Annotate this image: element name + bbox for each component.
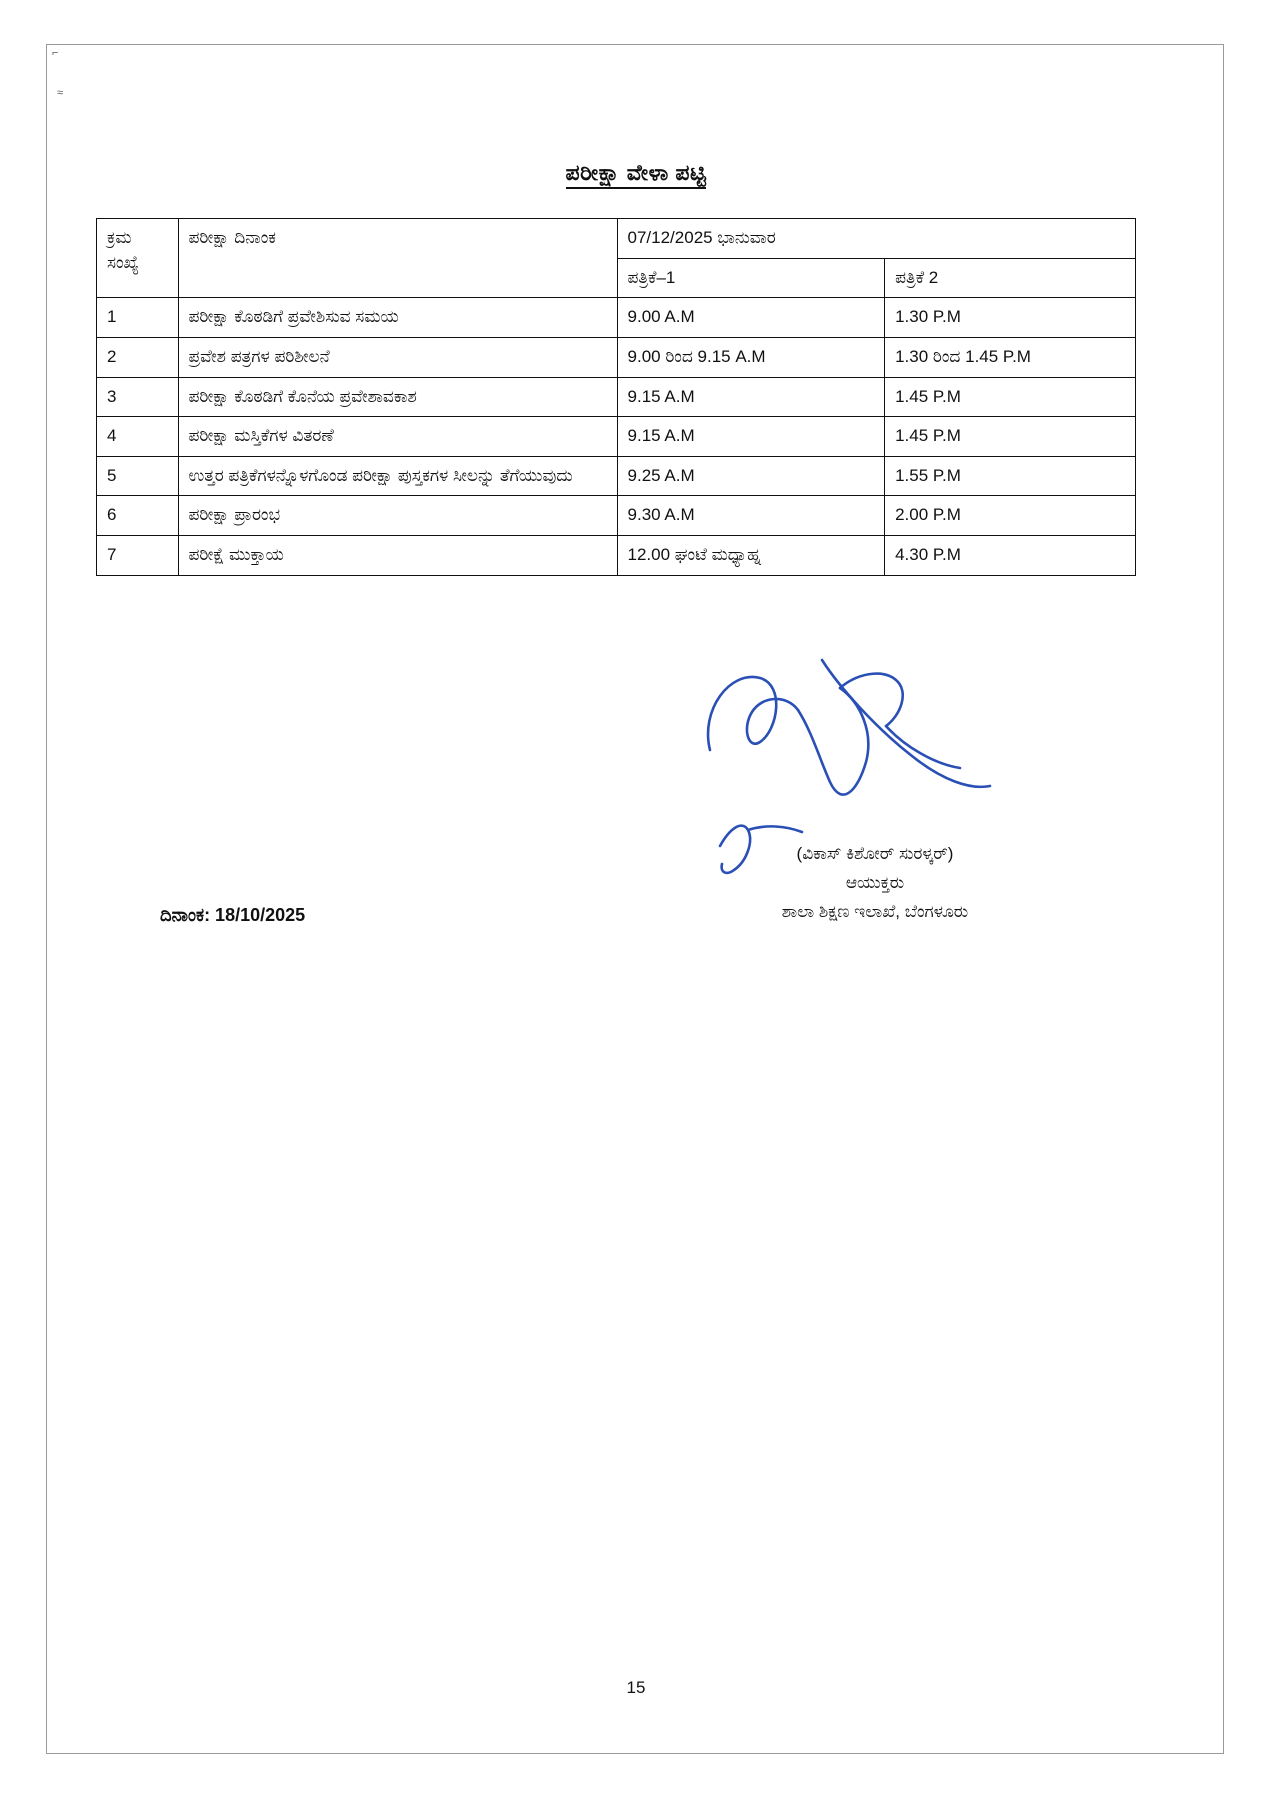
row-paper2-time: 1.30 ರಿಂದ 1.45 P.M xyxy=(885,337,1136,377)
row-description: ಪರೀಕ್ಷಾ ಪ್ರಾರಂಭ xyxy=(178,496,617,536)
row-sl-no: 3 xyxy=(97,377,179,417)
header-paper-2: ಪತ್ರಿಕೆ 2 xyxy=(885,258,1136,298)
table-header-row-1 xyxy=(97,219,1136,259)
table-row xyxy=(97,496,1136,536)
row-paper2-time: 4.30 P.M xyxy=(885,536,1136,576)
row-paper1-time: 9.30 A.M xyxy=(617,496,885,536)
row-description: ಪರೀಕ್ಷಾ ಮಸ್ತಿಕೆಗಳ ವಿತರಣೆ xyxy=(178,417,617,457)
row-paper2-time: 2.00 P.M xyxy=(885,496,1136,536)
row-description: ಉತ್ತರ ಪತ್ರಿಕೆಗಳನ್ನೊಳಗೊಂಡ ಪರೀಕ್ಷಾ ಪುಸ್ತಕಗಳ ಸೀಲನ್ನು ತೆಗೆಯುವುದು xyxy=(178,456,617,496)
signatory-name: (ವಿಕಾಸ್ ಕಿಶೋರ್ ಸುರಳ್ಕರ್) xyxy=(796,844,954,863)
row-sl-no: 4 xyxy=(97,417,179,457)
row-paper1-time: 9.15 A.M xyxy=(617,377,885,417)
page-title xyxy=(0,160,1272,186)
row-sl-no: 5 xyxy=(97,456,179,496)
header-sl-no-line2: ಸಂಖ್ಯೆ xyxy=(107,252,139,272)
row-paper2-time: 1.30 P.M xyxy=(885,298,1136,338)
scan-corner-mark-left: ≈ xyxy=(57,87,64,99)
row-description: ಪ್ರವೇಶ ಪತ್ರಗಳ ಪರಿಶೀಲನೆ xyxy=(178,337,617,377)
row-paper1-time: 9.00 A.M xyxy=(617,298,885,338)
row-paper2-time: 1.55 P.M xyxy=(885,456,1136,496)
header-exam-date: 07/12/2025 ಭಾನುವಾರ xyxy=(617,219,1135,259)
row-paper1-time: 9.15 A.M xyxy=(617,417,885,457)
row-sl-no: 6 xyxy=(97,496,179,536)
row-paper2-time: 1.45 P.M xyxy=(885,377,1136,417)
row-description: ಪರೀಕ್ಷಾ ಕೊಠಡಿಗೆ ಕೊನೆಯ ಪ್ರವೇಶಾವಕಾಶ xyxy=(178,377,617,417)
signatory-office: ಶಾಲಾ ಶಿಕ್ಷಣ ಇಲಾಖೆ, ಬೆಂಗಳೂರು xyxy=(781,901,969,921)
header-paper-1: ಪತ್ರಿಕೆ–1 xyxy=(617,258,885,298)
table-row xyxy=(97,377,1136,417)
table-row xyxy=(97,417,1136,457)
header-sl-no-line1: ಕ್ರಮ xyxy=(107,228,132,247)
row-description: ಪರೀಕ್ಷೆ ಮುಕ್ತಾಯ xyxy=(178,536,617,576)
row-description: ಪರೀಕ್ಷಾ ಕೊಠಡಿಗೆ ಪ್ರವೇಶಿಸುವ ಸಮಯ xyxy=(178,298,617,338)
row-paper1-time: 9.25 A.M xyxy=(617,456,885,496)
row-sl-no: 1 xyxy=(97,298,179,338)
document-date: ದಿನಾಂಕ: 18/10/2025 xyxy=(160,905,306,925)
row-sl-no: 7 xyxy=(97,536,179,576)
page-title-text: ಪರೀಕ್ಷಾ ವೇಳಾ ಪಟ್ಟಿ xyxy=(566,160,707,189)
table-row xyxy=(97,456,1136,496)
row-paper1-time: 9.00 ರಿಂದ 9.15 A.M xyxy=(617,337,885,377)
page-number: 15 xyxy=(626,1678,646,1697)
table-row xyxy=(97,298,1136,338)
signature-block xyxy=(640,840,1110,927)
header-description: ಪರೀಕ್ಷಾ ದಿನಾಂಕ xyxy=(178,219,617,298)
header-sl-no xyxy=(97,219,179,298)
signatory-designation: ಆಯುಕ್ತರು xyxy=(845,872,905,892)
table-row xyxy=(97,337,1136,377)
table-row xyxy=(97,536,1136,576)
scan-corner-mark-top: ⌐ xyxy=(52,47,59,59)
row-paper2-time: 1.45 P.M xyxy=(885,417,1136,457)
exam-schedule-table xyxy=(96,218,1136,576)
row-paper1-time: 12.00 ಘಂಟೆ ಮಧ್ಯಾಹ್ನ xyxy=(617,536,885,576)
row-sl-no: 2 xyxy=(97,337,179,377)
